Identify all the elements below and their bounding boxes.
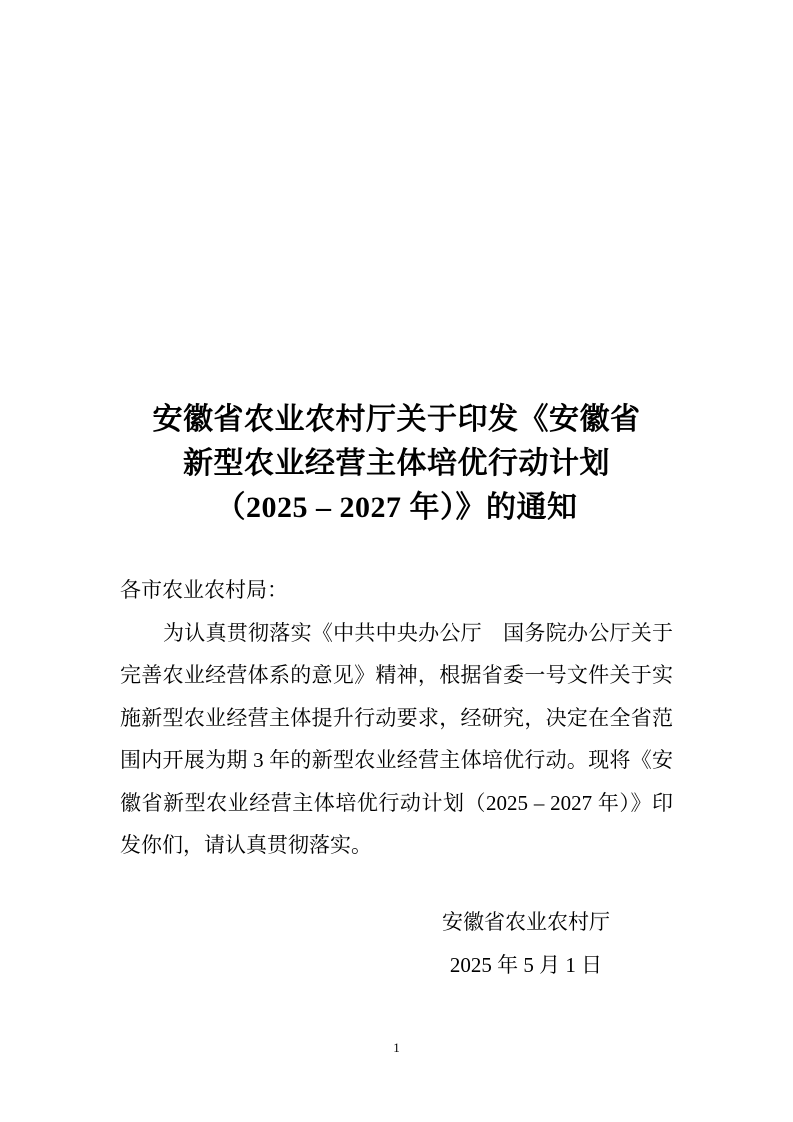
page-number: 1: [393, 1040, 400, 1055]
body-line: 发你们，请认真贯彻落实。: [120, 833, 372, 857]
title-line-2: 新型农业经营主体培优行动计划: [183, 447, 610, 480]
body-line: 完善农业经营体系的意见》精神，根据省委一号文件关于实: [120, 663, 673, 687]
body-line: 为认真贯彻落实《中共中央办公厅 国务院办公厅关于: [163, 620, 673, 645]
document-body: [120, 569, 673, 867]
signature-block: [442, 901, 610, 986]
issuer-name: 安徽省农业农村厅: [442, 910, 610, 934]
title-line-1: 安徽省农业农村厅关于印发《安徽省: [152, 403, 641, 436]
body-line: 施新型农业经营主体提升行动要求，经研究，决定在全省范: [120, 705, 673, 730]
title-line-3: （2025 – 2027 年）》的通知: [215, 491, 578, 524]
body-paragraph: [120, 612, 673, 867]
body-line: 徽省新型农业经营主体培优行动计划（2025 – 2027 年）》印: [120, 790, 673, 815]
body-line: 围内开展为期 3 年的新型农业经营主体培优行动。现将《安: [120, 748, 673, 772]
salutation: 各市农业农村局：: [120, 578, 288, 602]
document-title: [0, 398, 793, 530]
issue-date: 2025 年 5 月 1 日: [449, 952, 603, 977]
